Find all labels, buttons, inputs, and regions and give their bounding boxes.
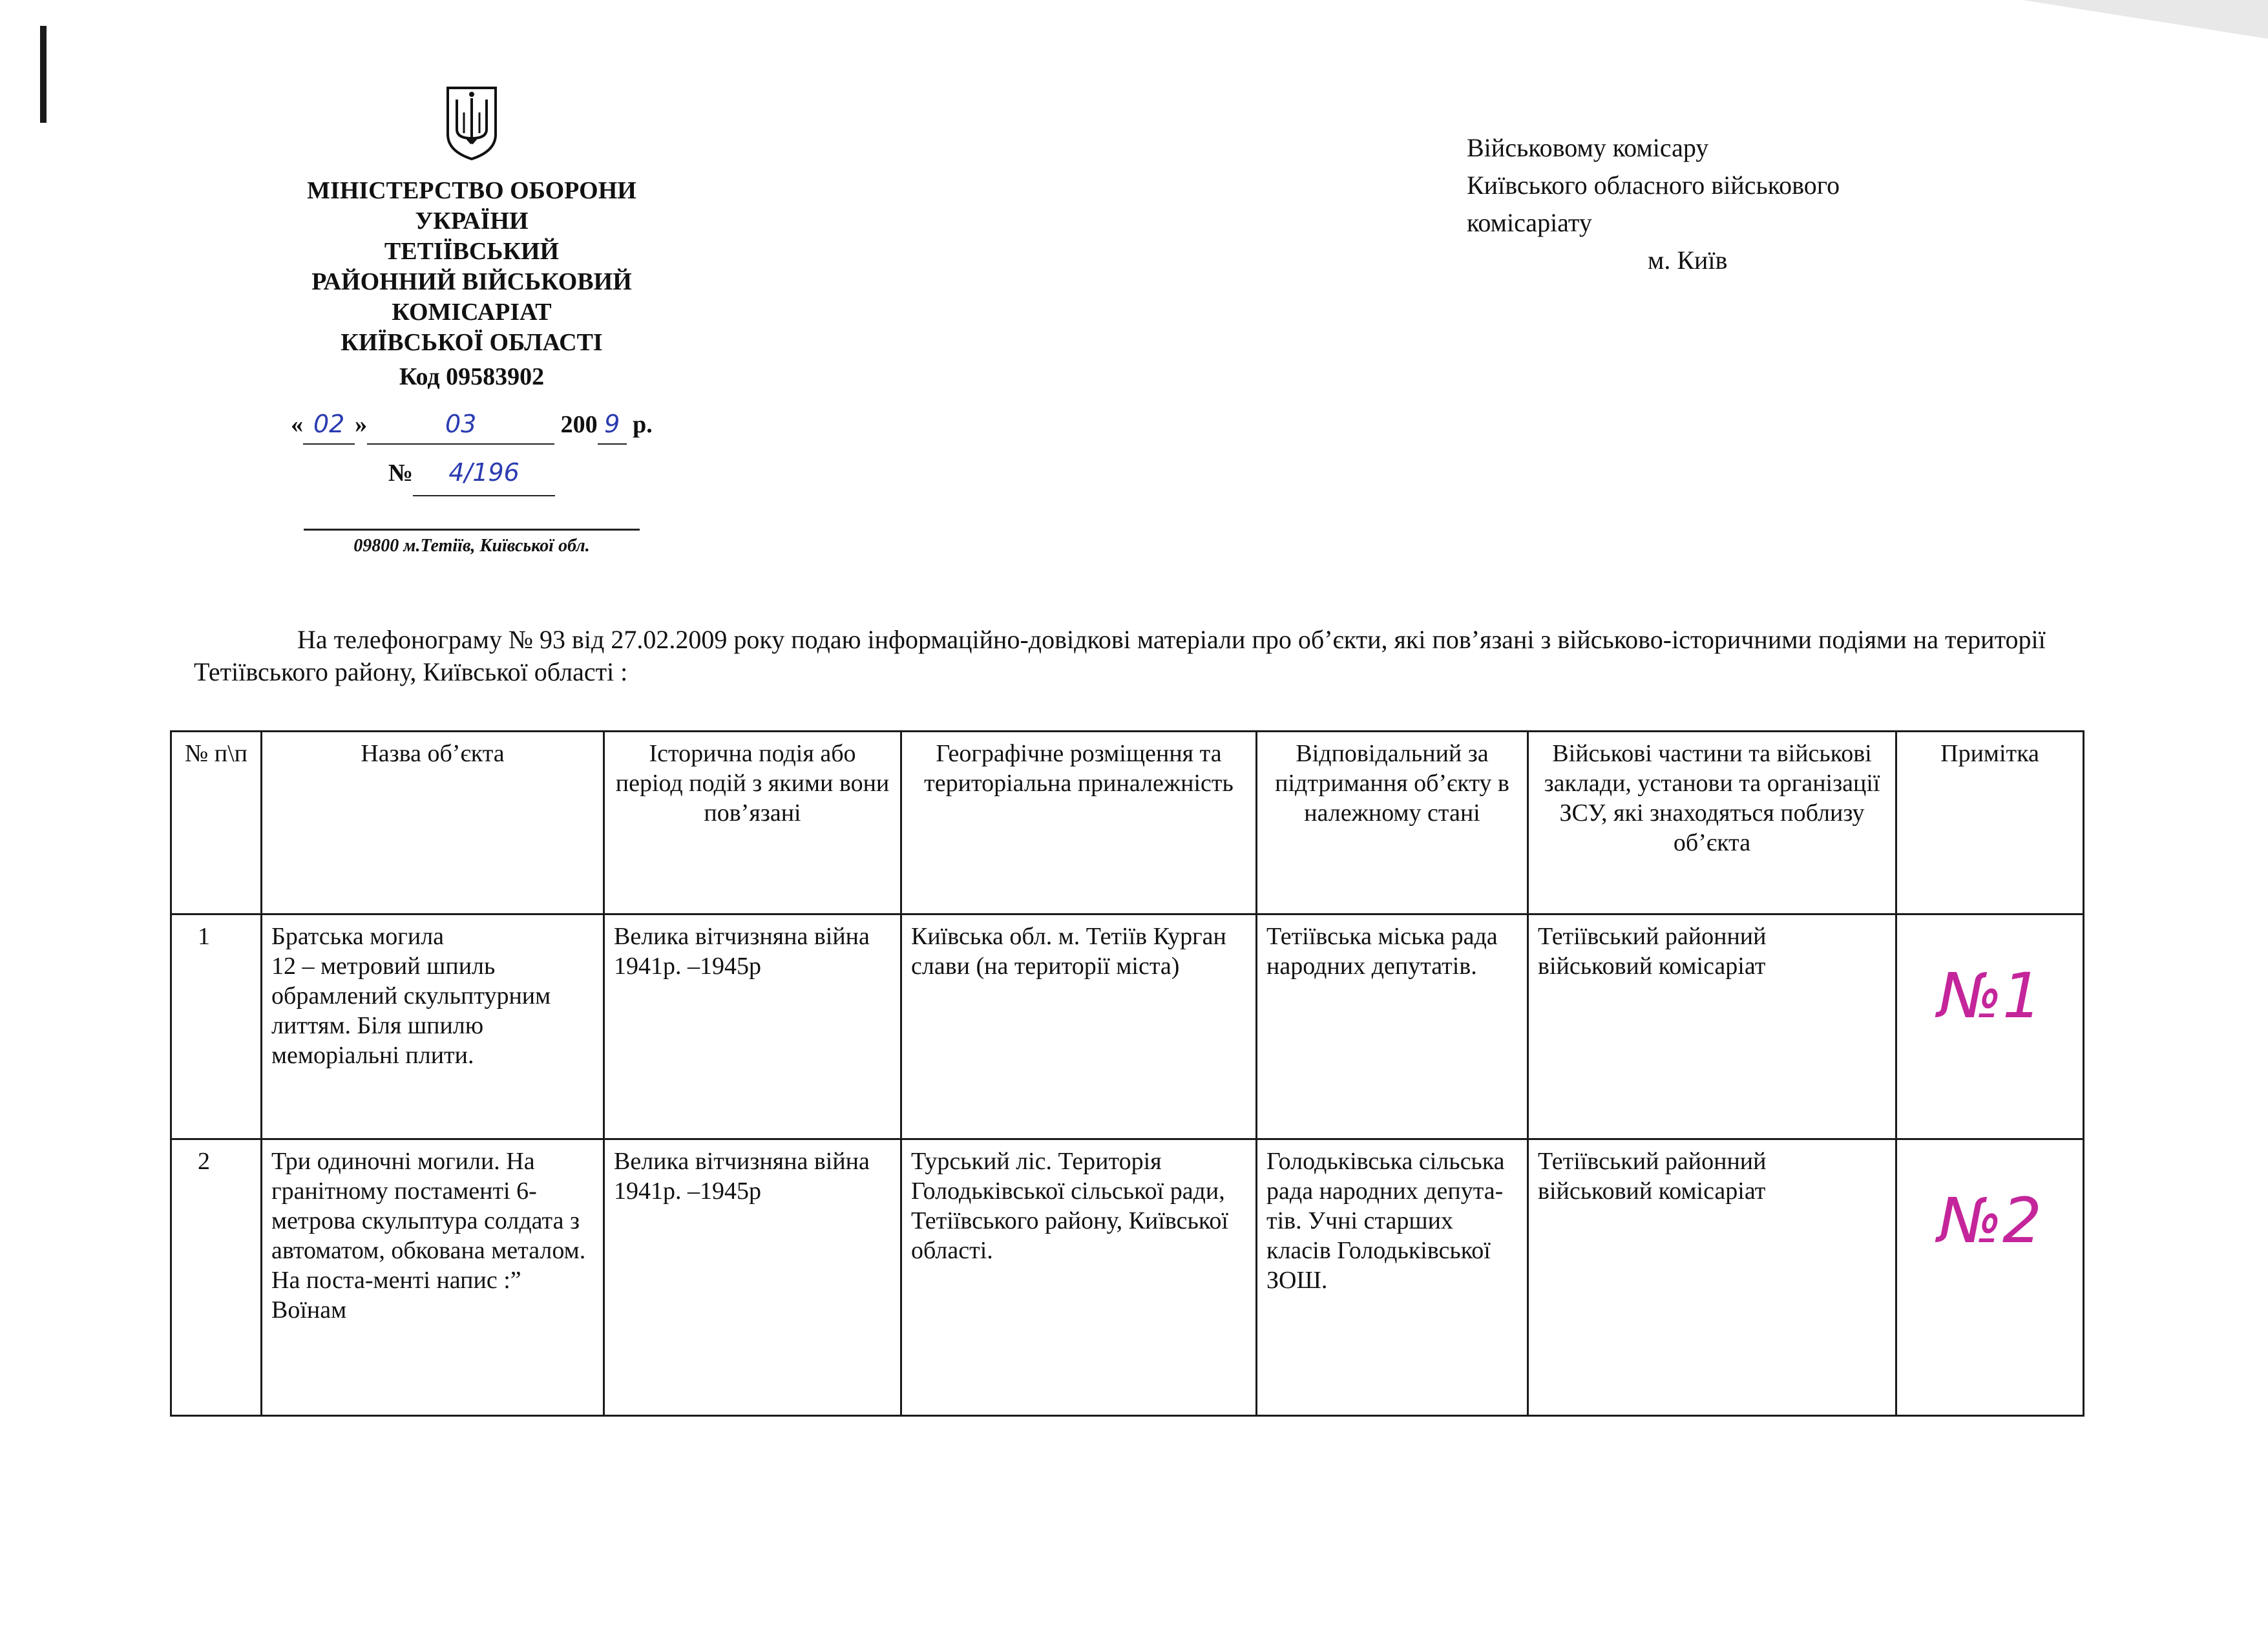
number-handwritten: 4/196 bbox=[413, 450, 555, 496]
date-close-quote: » bbox=[355, 411, 368, 438]
cell-object-name: Братська могила 12 – метровий шпиль обрамлений скульптурним литтям. Біля шпилю меморіальні плити. bbox=[262, 914, 604, 1139]
recipient-line: комісаріату bbox=[1467, 208, 1592, 237]
date-year-handwritten: 9 bbox=[598, 405, 627, 445]
date-open-quote: « bbox=[291, 411, 304, 438]
cell-responsible: Тетіївська міська рада народних депутатів. bbox=[1257, 914, 1528, 1139]
document-number bbox=[265, 450, 678, 496]
recipient-line: Військовому комісару bbox=[1467, 133, 1709, 162]
cell-object-name: Три одиночні могили. На гранітному постаменті 6-метрова скульптура солдата з автоматом, обкована металом. На поста-менті напис :” Воїнам bbox=[262, 1139, 604, 1416]
cell-historical-event: Велика вітчизняна війна 1941р. –1945р bbox=[604, 914, 901, 1139]
scan-edge-mark bbox=[40, 26, 47, 123]
date-year-prefix: 200 bbox=[560, 411, 598, 438]
objects-table bbox=[170, 730, 2084, 1417]
org-line: МІНІСТЕРСТВО ОБОРОНИ bbox=[307, 177, 636, 204]
table-row bbox=[171, 1139, 2084, 1416]
page-corner-fold bbox=[2022, 0, 2268, 39]
recipient-block bbox=[1467, 129, 2048, 279]
org-line: ТЕТІЇВСЬКИЙ bbox=[384, 238, 560, 265]
table-row bbox=[171, 914, 2084, 1139]
number-sign: № bbox=[388, 460, 414, 487]
header-responsible: Відповідальний за підтримання об’єкту в належному стані bbox=[1257, 732, 1528, 914]
cell-note bbox=[1896, 1139, 2084, 1416]
header-location: Географічне розміщення та територіальна приналежність bbox=[901, 732, 1257, 914]
date-month-handwritten: 03 bbox=[367, 405, 554, 445]
document-date bbox=[265, 405, 678, 445]
header-note: Примітка bbox=[1896, 732, 2084, 914]
letterhead bbox=[265, 84, 678, 559]
recipient-line: Київського обласного військового bbox=[1467, 171, 1840, 200]
org-line: КОМІСАРІАТ bbox=[392, 299, 552, 326]
org-address: 09800 м.Тетіїв, Київської обл. bbox=[353, 536, 590, 556]
header-military-units: Військові частини та військові заклади, установи та організації ЗСУ, які знаходяться поблизу об’єкта bbox=[1528, 732, 1896, 914]
org-line: КИЇВСЬКОЇ ОБЛАСТІ bbox=[341, 329, 603, 356]
org-code: Код 09583902 bbox=[399, 363, 545, 390]
header-object-name: Назва об’єкта bbox=[262, 732, 604, 914]
header-number: № п\п bbox=[171, 732, 262, 914]
table-body bbox=[171, 914, 2084, 1416]
table-header-row bbox=[171, 732, 2084, 914]
cell-military-units: Тетіївський районний військовий комісаріат bbox=[1528, 1139, 1896, 1416]
intro-paragraph: На телефонограму № 93 від 27.02.2009 року подаю інформаційно-довідкові матеріали про об’єкти, які пов’язані з військово-історичними подіями на території Тетіївського району, Київської області : bbox=[194, 625, 2046, 686]
trident-emblem-icon bbox=[443, 84, 501, 162]
cell-military-units: Тетіївський районний військовий комісаріат bbox=[1528, 914, 1896, 1139]
org-line: РАЙОННИЙ ВІЙСЬКОВИЙ bbox=[311, 268, 632, 295]
date-day-handwritten: 02 bbox=[303, 405, 355, 445]
cell-historical-event: Велика вітчизняна війна 1941р. –1945р bbox=[604, 1139, 901, 1416]
handwritten-note-mark: №2 bbox=[1938, 1185, 2042, 1257]
cell-responsible: Голодьківська сільська рада народних депута-тів. Учні старших класів Голодьківської ЗОШ. bbox=[1257, 1139, 1528, 1416]
org-line: УКРАЇНИ bbox=[415, 207, 529, 235]
cell-number: 2 bbox=[171, 1139, 262, 1416]
address-divider bbox=[304, 529, 640, 531]
cell-location: Турський ліс. Територія Голодьківської сільської ради, Тетіївського району, Київської області. bbox=[901, 1139, 1257, 1416]
handwritten-note-mark: №1 bbox=[1938, 960, 2042, 1032]
cell-location: Київська обл. м. Тетіїв Курган слави (на території міста) bbox=[901, 914, 1257, 1139]
header-historical-event: Історична подія або період подій з якими вони пов’язані bbox=[604, 732, 901, 914]
cell-number: 1 bbox=[171, 914, 262, 1139]
date-year-suffix: р. bbox=[633, 411, 653, 438]
cell-note bbox=[1896, 914, 2084, 1139]
recipient-city: м. Київ bbox=[1648, 246, 1728, 275]
